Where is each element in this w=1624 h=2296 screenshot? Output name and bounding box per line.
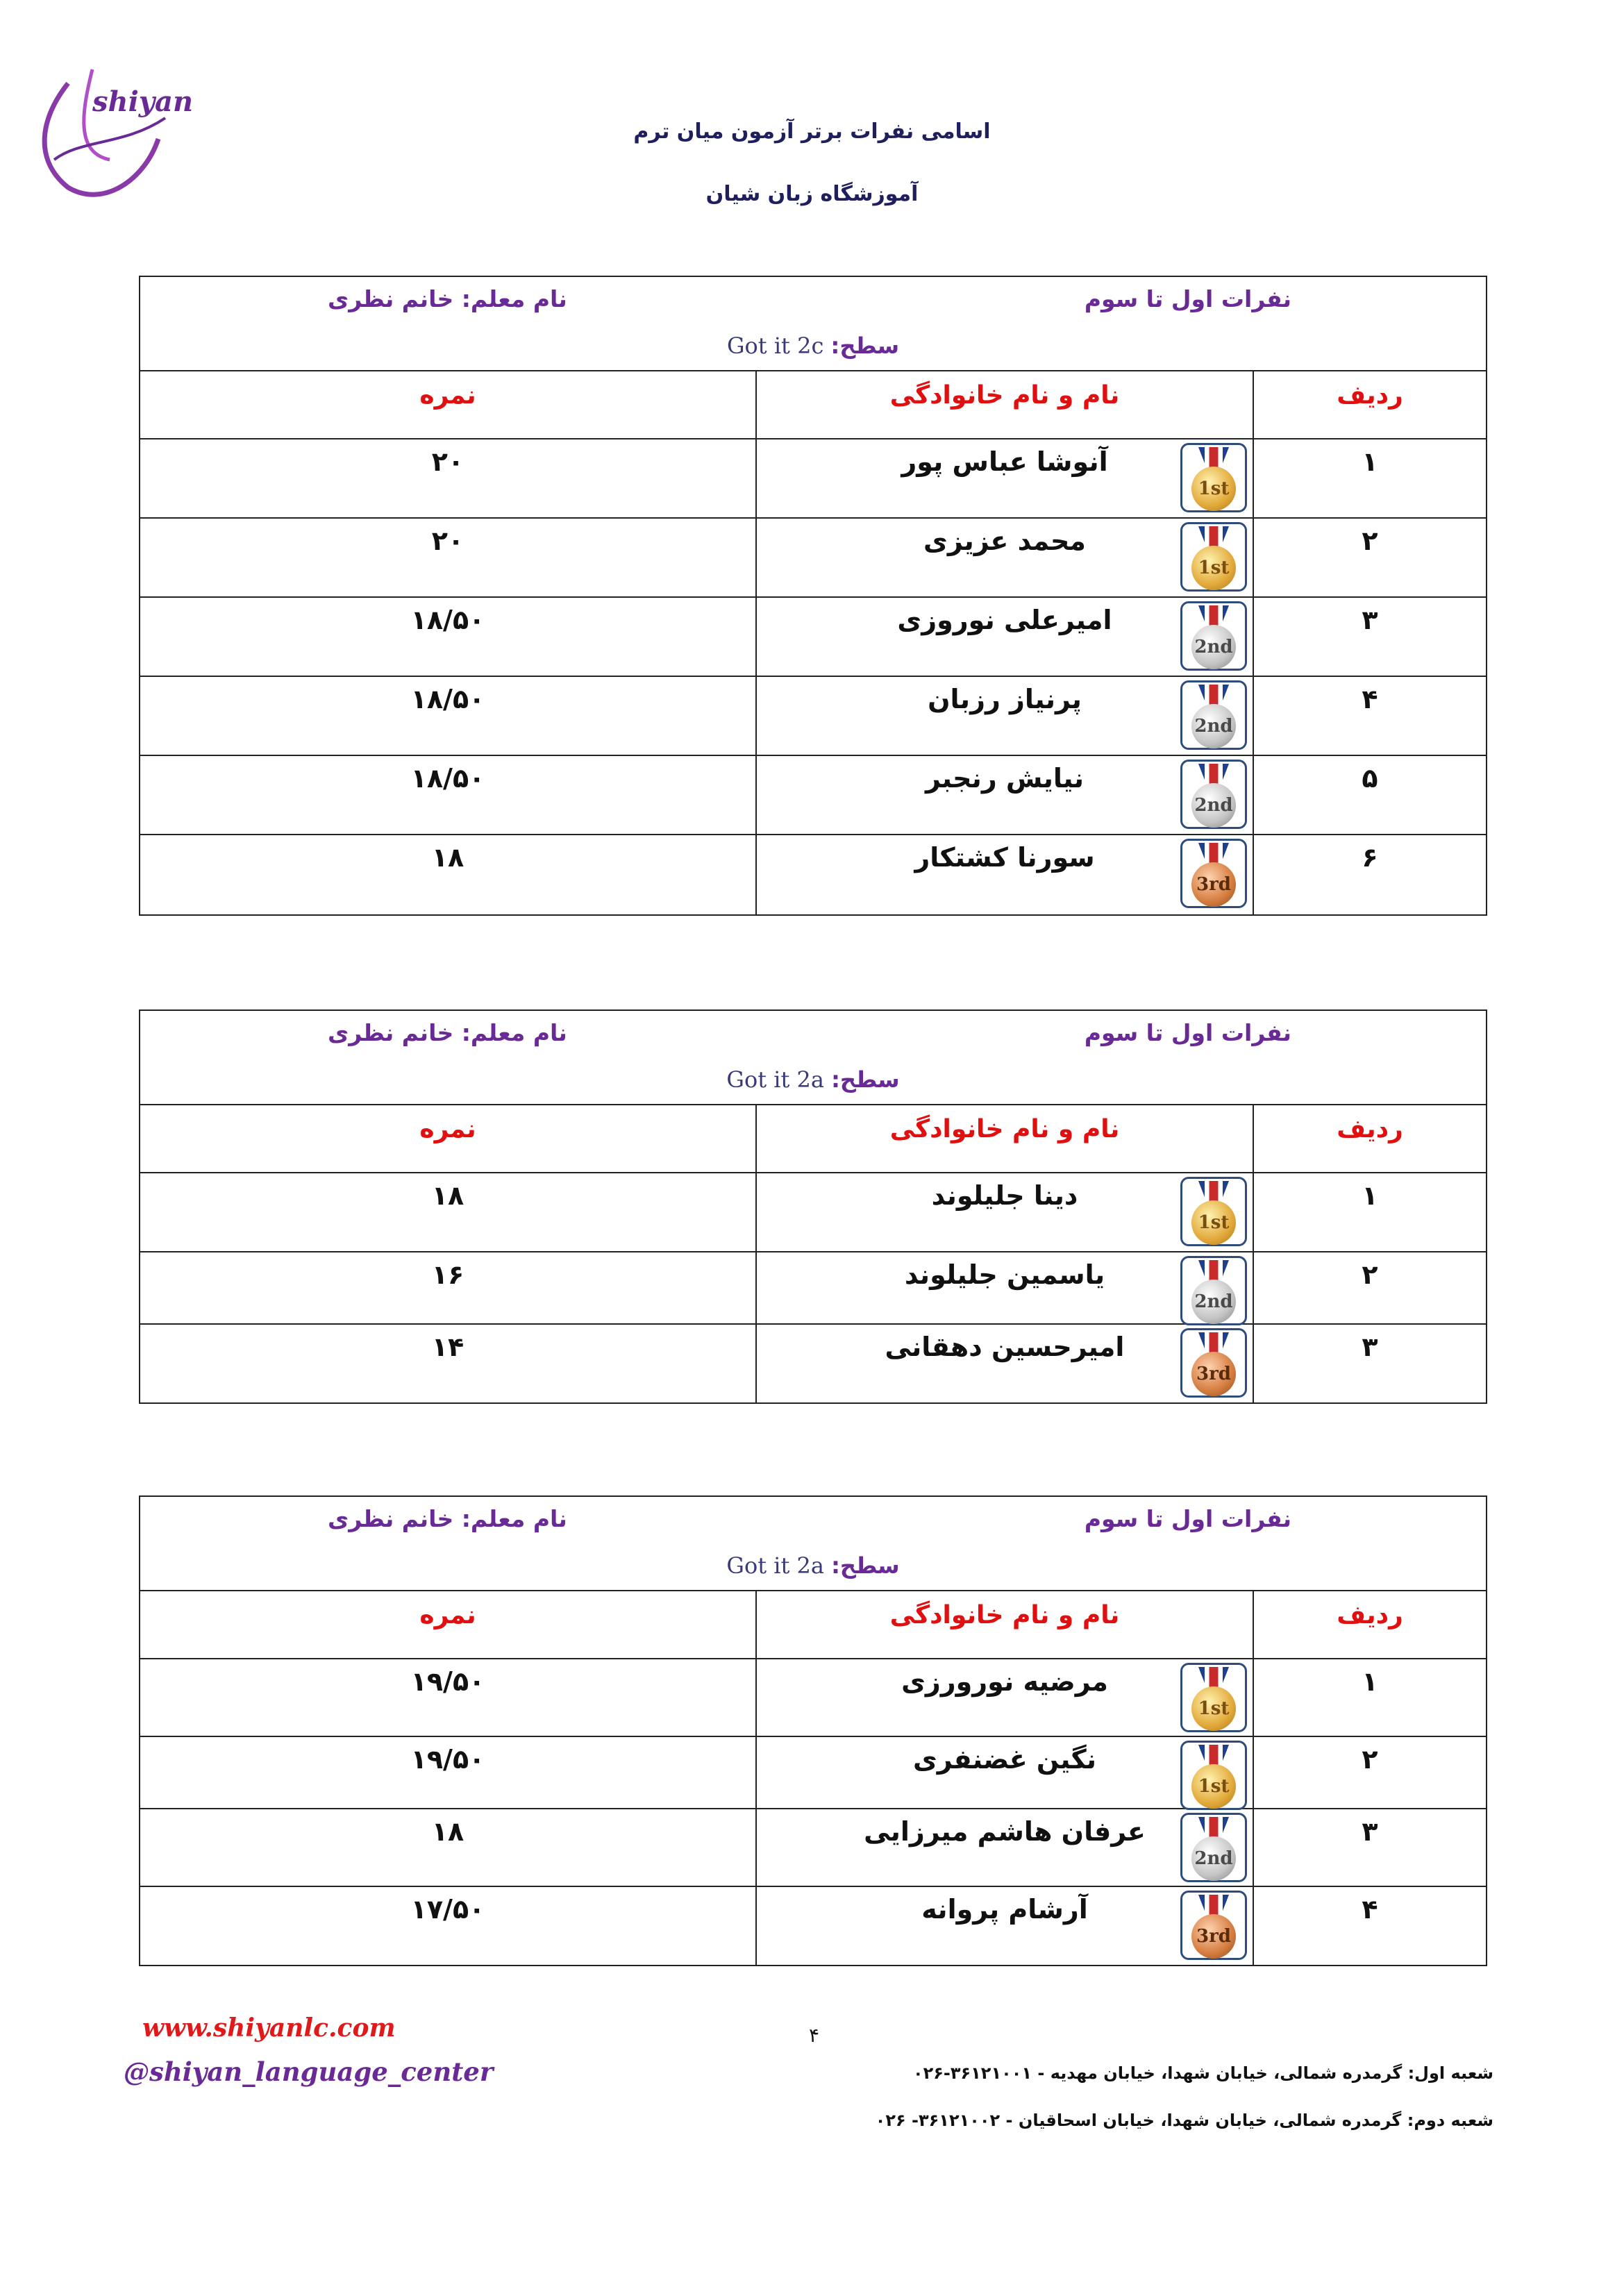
col-score-header: نمره	[419, 381, 476, 410]
student-name: پرنیاز رزبان	[928, 684, 1082, 714]
branch-1-address: شعبه اول: گرمدره شمالی، خیابان شهدا، خیابان مهدیه - ۳۶۱۲۱۰۰۱-۰۲۶	[912, 2063, 1493, 2083]
rank-cell: ۱	[1253, 1173, 1486, 1251]
branch-2-address: شعبه دوم: گرمدره شمالی، خیابان شهدا، خیابان اسحاقیان - ۳۶۱۲۱۰۰۲- ۰۲۶	[875, 2111, 1493, 2130]
score-cell: ۱۸/۵۰	[410, 763, 485, 794]
silver-medal-icon: 2nd	[1180, 1813, 1247, 1882]
table-row	[140, 1173, 1486, 1252]
table-row	[140, 519, 1486, 598]
ranking-table-1	[139, 276, 1487, 916]
rank-cell: ۲	[1253, 519, 1486, 596]
rank-cell: ۱	[1253, 1659, 1486, 1736]
bronze-medal-icon: 3rd	[1180, 1891, 1247, 1960]
rank-cell: ۵	[1253, 756, 1486, 834]
score-cell: ۱۹/۵۰	[410, 1744, 485, 1775]
silver-medal-icon: 2nd	[1180, 680, 1247, 750]
website-link[interactable]: www.shiyanlc.com	[142, 2013, 396, 2043]
rank-cell: ۳	[1253, 1809, 1486, 1886]
level-label: سطح:	[831, 1066, 900, 1093]
score-cell: ۱۸	[431, 1816, 464, 1847]
level-label: سطح:	[831, 1552, 900, 1579]
score-cell: ۱۸	[431, 842, 464, 873]
rank-cell: ۴	[1253, 1887, 1486, 1965]
student-name: امیرعلی نوروزی	[897, 605, 1112, 635]
instagram-handle[interactable]: @shiyan_language_center	[124, 2056, 494, 2087]
score-cell: ۱۷/۵۰	[410, 1894, 485, 1925]
col-rank-header: ردیف	[1253, 1105, 1486, 1172]
table-heading: نفرات اول تا سوم	[1084, 1019, 1291, 1046]
table-row	[140, 677, 1486, 756]
rank-cell: ۲	[1253, 1252, 1486, 1323]
score-cell: ۱۹/۵۰	[410, 1666, 485, 1697]
score-cell: ۱۸	[431, 1180, 464, 1211]
col-score-header: نمره	[419, 1115, 476, 1143]
logo-text: shiyan	[92, 85, 194, 118]
teacher-name: نام معلم: خانم نظری	[328, 1019, 567, 1046]
document-title: اسامی نفرات برتر آزمون میان ترم	[633, 119, 991, 144]
student-name: مرضیه نورورزی	[901, 1666, 1108, 1697]
ranking-table-2	[139, 1009, 1487, 1404]
score-cell: ۱۸/۵۰	[410, 605, 485, 635]
table-row	[140, 756, 1486, 835]
silver-medal-icon: 2nd	[1180, 1256, 1247, 1325]
student-name: دینا جلیلوند	[931, 1180, 1078, 1211]
score-cell: ۲۰	[431, 446, 464, 477]
rank-cell: ۶	[1253, 835, 1486, 914]
table-row	[140, 1809, 1486, 1887]
table-header-row	[140, 1591, 1486, 1659]
level-value: Got it 2c	[726, 333, 824, 359]
student-name: آنوشا عباس پور	[901, 446, 1108, 477]
rank-cell: ۱	[1253, 439, 1486, 517]
student-name: محمد عزیزی	[923, 526, 1086, 556]
teacher-name: نام معلم: خانم نظری	[328, 285, 567, 312]
gold-medal-icon: 1st	[1180, 1663, 1247, 1732]
col-name-header: نام و نام خانوادگی	[755, 1105, 1253, 1172]
gold-medal-icon: 1st	[1180, 1177, 1247, 1246]
gold-medal-icon: 1st	[1180, 1741, 1247, 1810]
institute-name: آموزشگاه زبان شیان	[705, 182, 919, 206]
table-meta	[140, 277, 1486, 371]
student-name: سورنا کشتکار	[914, 842, 1095, 873]
score-cell: ۱۸/۵۰	[410, 684, 485, 714]
gold-medal-icon: 1st	[1180, 443, 1247, 512]
page-number: ۴	[809, 2024, 820, 2047]
student-name: یاسمین جلیلوند	[904, 1259, 1105, 1290]
level-label: سطح:	[830, 333, 900, 359]
table-row	[140, 1737, 1486, 1809]
table-row	[140, 439, 1486, 519]
table-header-row	[140, 1105, 1486, 1173]
ranking-table-3	[139, 1495, 1487, 1966]
table-row	[140, 1659, 1486, 1737]
student-name: آرشام پروانه	[921, 1894, 1088, 1925]
bronze-medal-icon: 3rd	[1180, 1328, 1247, 1398]
student-name: نگین غضنفری	[912, 1744, 1097, 1775]
score-cell: ۱۶	[431, 1259, 464, 1290]
rank-cell: ۳	[1253, 598, 1486, 676]
level-line	[140, 1552, 1486, 1579]
rank-cell: ۳	[1253, 1325, 1486, 1402]
table-row	[140, 1252, 1486, 1325]
student-name: عرفان هاشم میرزایی	[864, 1816, 1146, 1847]
table-row	[140, 598, 1486, 677]
silver-medal-icon: 2nd	[1180, 601, 1247, 671]
col-score-header: نمره	[419, 1601, 476, 1629]
col-name-header: نام و نام خانوادگی	[755, 1591, 1253, 1658]
col-rank-header: ردیف	[1253, 1591, 1486, 1658]
col-name-header: نام و نام خانوادگی	[755, 371, 1253, 438]
silver-medal-icon: 2nd	[1180, 760, 1247, 829]
table-row	[140, 1887, 1486, 1965]
table-row	[140, 1325, 1486, 1402]
table-heading: نفرات اول تا سوم	[1084, 1505, 1291, 1532]
bronze-medal-icon: 3rd	[1180, 839, 1247, 908]
table-header-row	[140, 371, 1486, 439]
table-meta	[140, 1011, 1486, 1105]
rank-cell: ۴	[1253, 677, 1486, 755]
score-cell: ۱۴	[431, 1332, 464, 1362]
level-line	[140, 333, 1486, 359]
table-heading: نفرات اول تا سوم	[1084, 285, 1291, 312]
gold-medal-icon: 1st	[1180, 522, 1247, 592]
student-name: امیرحسین دهقانی	[885, 1332, 1125, 1362]
level-line	[140, 1066, 1486, 1093]
level-value: Got it 2a	[726, 1552, 824, 1579]
rank-cell: ۲	[1253, 1737, 1486, 1808]
level-value: Got it 2a	[726, 1066, 824, 1093]
col-rank-header: ردیف	[1253, 371, 1486, 438]
teacher-name: نام معلم: خانم نظری	[328, 1505, 567, 1532]
table-meta	[140, 1497, 1486, 1591]
table-row	[140, 835, 1486, 914]
student-name: نیایش رنجبر	[926, 763, 1084, 794]
score-cell: ۲۰	[431, 526, 464, 556]
